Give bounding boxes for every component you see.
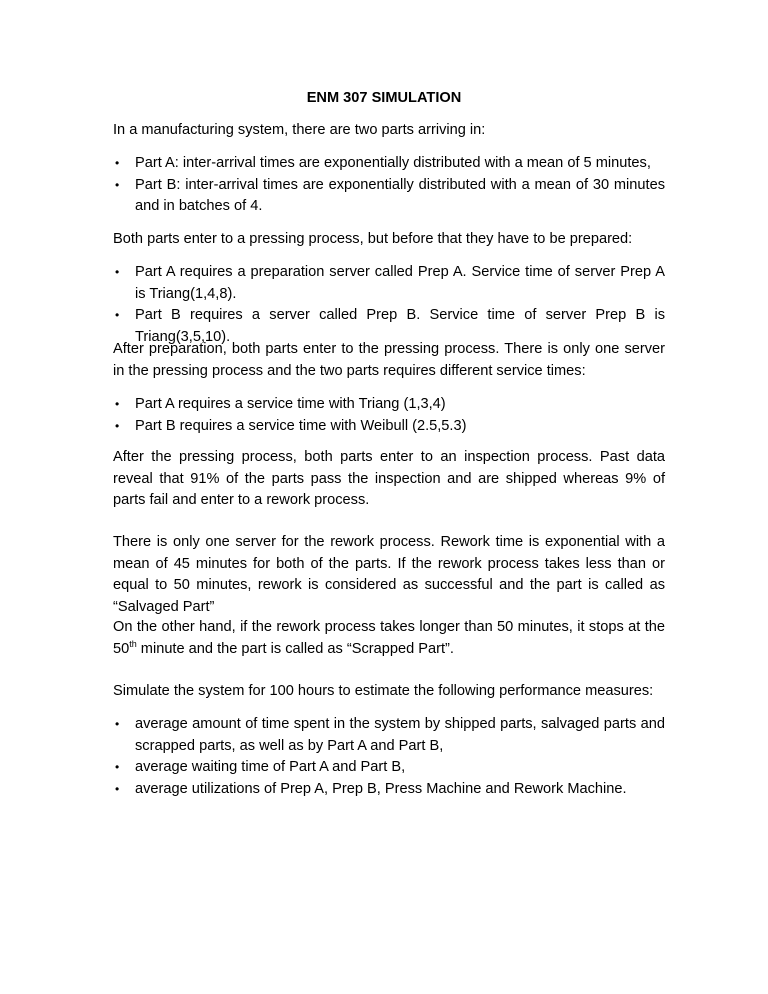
list-item xyxy=(113,416,665,438)
bullet-icon: • xyxy=(115,177,120,192)
list-item xyxy=(113,779,665,801)
list-item xyxy=(113,175,665,218)
bullet-icon: • xyxy=(115,760,120,774)
simulate-intro-paragraph: Simulate the system for 100 hours to estimate the following performance measures: xyxy=(113,683,654,699)
bullet-icon: • xyxy=(115,156,120,170)
rework-paragraph: There is only one server for the rework process. Rework time is exponential with a mean of 45 minutes for both of the parts. If the rework process takes less than or equal to 50 minutes, rework is considered as successful and the part is called as “Salvaged Part” xyxy=(113,534,665,615)
list-item xyxy=(113,714,665,757)
ordinal-suffix: th xyxy=(129,638,137,649)
scrap-paragraph xyxy=(113,617,665,660)
intro-paragraph: In a manufacturing system, there are two parts arriving in: xyxy=(113,122,486,138)
measure-utilizations: average utilizations of Prep A, Prep B, Press Machine and Rework Machine. xyxy=(135,780,627,797)
prep-part-b: Part B requires a server called Prep B. Service time of server Prep B is Triang(3,5,10). xyxy=(135,307,665,345)
measure-waiting-time: average waiting time of Part A and Part B, xyxy=(135,759,406,775)
measures-list xyxy=(113,714,665,800)
arrivals-list xyxy=(113,153,665,218)
bullet-icon: • xyxy=(115,265,120,279)
prep-list xyxy=(113,262,665,348)
prep-intro-paragraph: Both parts enter to a pressing process, but before that they have to be prepared: xyxy=(113,231,633,247)
scrap-text-before: On the other hand, if the rework process takes longer than 50 minutes, it stops at the 50 xyxy=(113,619,665,657)
list-item xyxy=(113,153,665,175)
press-list xyxy=(113,394,665,437)
document-title: ENM 307 SIMULATION xyxy=(306,90,462,106)
list-item xyxy=(113,757,665,779)
press-part-b: Part B requires a service time with Weibull (2.5,5.3) xyxy=(135,417,467,434)
measure-time-in-system: average amount of time spent in the system by shipped parts, salvaged parts and scrapped parts, as well as by Part A and Part B, xyxy=(135,716,665,754)
press-intro-paragraph: After preparation, both parts enter to the pressing process. There is only one server in the pressing process and the two parts requires different service times: xyxy=(113,341,665,379)
inspection-paragraph: After the pressing process, both parts enter to an inspection process. Past data reveal that 91% of the parts pass the inspection and are shipped whereas 9% of parts fail and enter to a rework process. xyxy=(113,449,665,508)
list-item xyxy=(113,394,665,416)
bullet-icon: • xyxy=(115,717,120,731)
arrival-part-a: Part A: inter-arrival times are exponentially distributed with a mean of 5 minutes, xyxy=(135,155,651,171)
press-part-a: Part A requires a service time with Triang (1,3,4) xyxy=(135,396,446,412)
bullet-icon: • xyxy=(115,397,120,411)
bullet-icon: • xyxy=(115,308,120,322)
list-item xyxy=(113,262,665,305)
arrival-part-b: Part B: inter-arrival times are exponentially distributed with a mean of 30 minutes and in batches of 4. xyxy=(135,176,665,214)
scrap-text-after: minute and the part is called as “Scrapped Part”. xyxy=(136,640,454,657)
bullet-icon: • xyxy=(115,418,120,433)
bullet-icon: • xyxy=(115,781,120,796)
prep-part-a: Part A requires a preparation server called Prep A. Service time of server Prep A is Triang(1,4,8). xyxy=(135,264,665,302)
